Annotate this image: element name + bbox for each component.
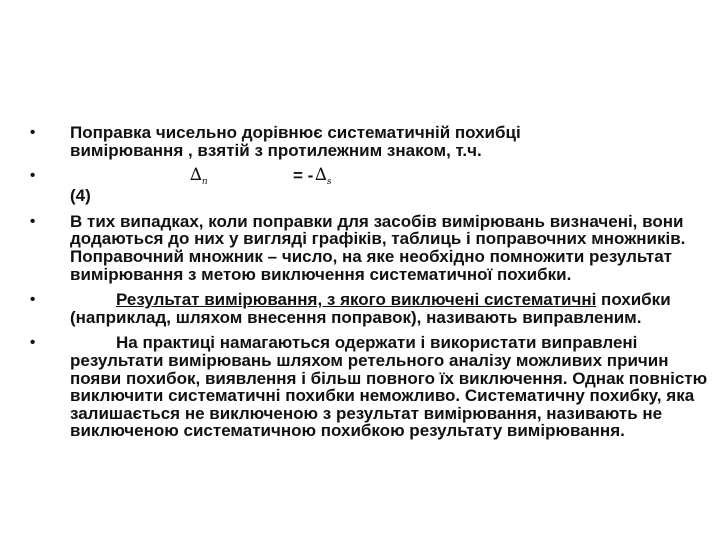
delta-s-subscript: s — [326, 177, 332, 188]
delta-s — [315, 167, 332, 192]
bullet-marker: • — [30, 291, 36, 309]
bullet-text: вимірювання , взятій з протилежним знаком, т.ч. — [70, 140, 482, 160]
bullet-text: похибки (наприклад, шляхом внесення поправок), називають виправленим. — [70, 290, 671, 327]
equation-number: (4) — [70, 186, 91, 206]
bullet-marker: • — [30, 167, 36, 185]
underlined-text: Результат вимірювання, з якого виключені систематичні — [116, 290, 597, 310]
bullet-list — [30, 124, 712, 448]
delta-s-symbol: ∆ — [315, 165, 327, 186]
formula-equals: = - — [293, 166, 314, 186]
delta-n-symbol: ∆ — [190, 165, 202, 186]
bullet-text: В тих випадках, коли поправки для засобів вимірювань визначені, вони додаються до них у вигляді графіків, таблиць і поправочних множників. Поправочний множник – число, на яке необхідно помножити результат вимірювання з метою виключення систематичної похибки. — [70, 211, 686, 284]
delta-n — [190, 167, 208, 192]
bullet-marker: • — [30, 212, 36, 230]
bullet-item-correction-factor — [30, 213, 712, 283]
bullet-item-correction — [30, 124, 712, 159]
bullet-marker: • — [30, 334, 36, 352]
formula — [70, 167, 712, 187]
bullet-item-formula — [30, 167, 712, 205]
delta-n-subscript: n — [201, 177, 208, 188]
bullet-item-practice — [30, 334, 712, 440]
bullet-text: Поправка чисельно дорівнює систематичній похибці — [70, 123, 521, 142]
bullet-marker: • — [30, 124, 36, 141]
bullet-text: На практиці намагаються одержати і використати виправлені результати вимірювань шляхом ретельного аналізу можливих причин появи похибок, виявлення і більш повного їх виключення. Однак повністю виключити систематичні похибки неможливо. Систематичну похибку, яка залишається не виключеною з результат вимірювання, називають не виключеною систематичною похибкою результату вимірювання. — [70, 333, 708, 441]
bullet-item-corrected-result — [30, 291, 712, 326]
